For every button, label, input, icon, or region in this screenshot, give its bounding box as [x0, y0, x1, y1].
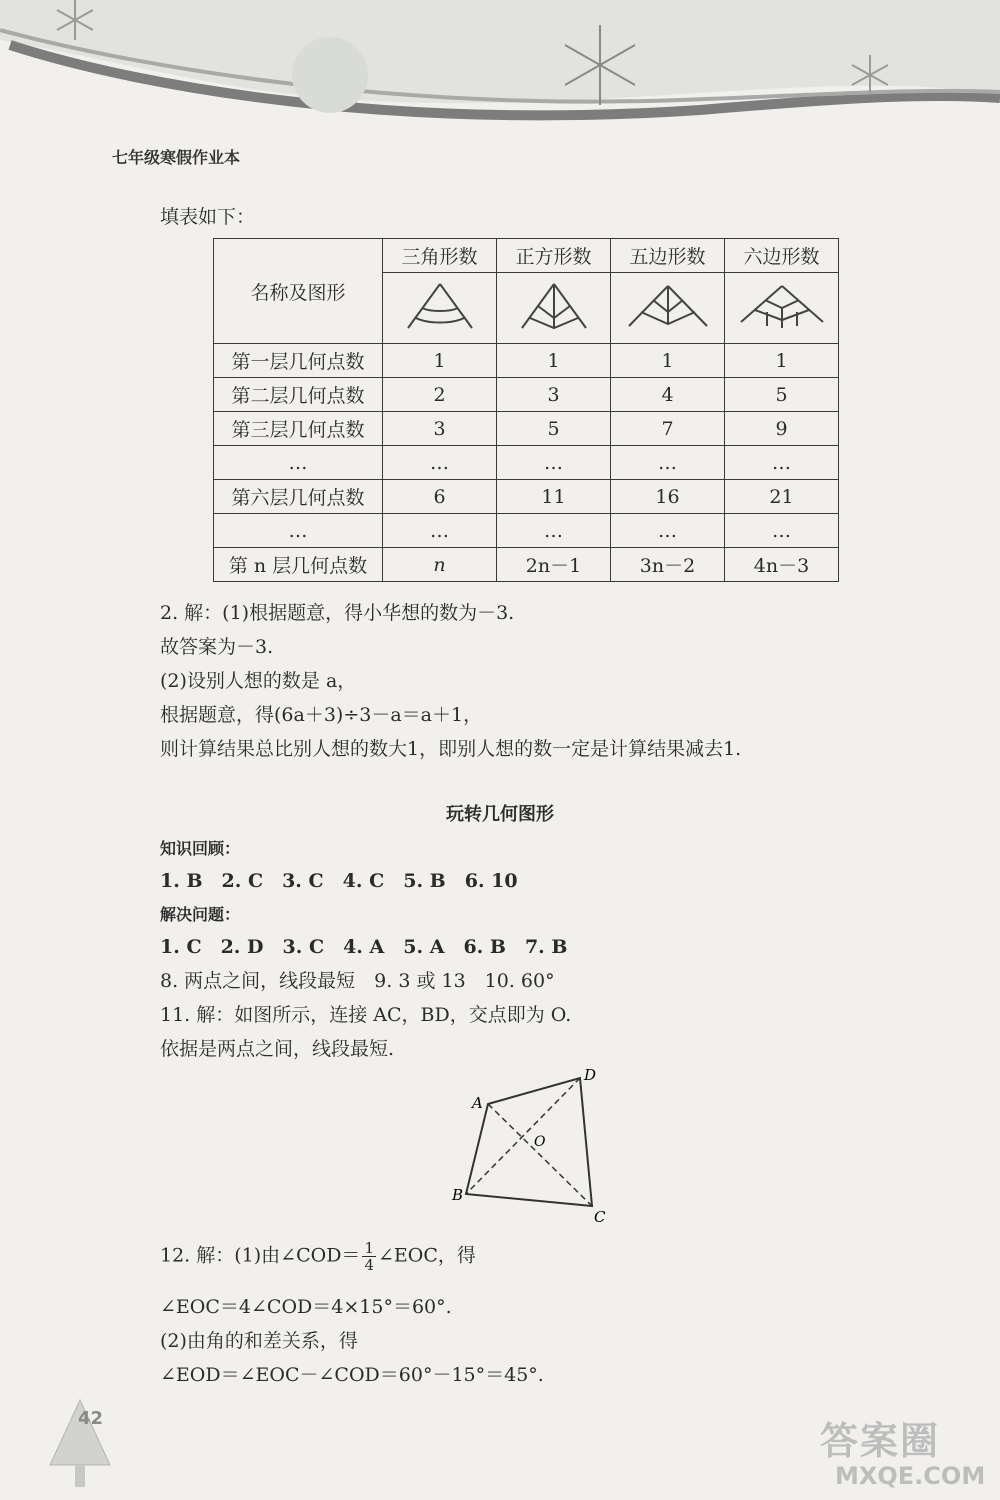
header-decoration — [0, 0, 1000, 150]
row-label: 第六层几何点数 — [214, 480, 383, 514]
q12-line-4: ∠EOD＝∠EOC－∠COD＝60°－15°＝45°. — [160, 1364, 544, 1386]
table-intro: 填表如下： — [160, 206, 256, 228]
quadrilateral-diagram — [440, 1060, 640, 1230]
q8-10-answers: 8. 两点之间，线段最短 9. 3 或 13 10. 60° — [160, 970, 555, 992]
row-label: … — [214, 446, 383, 480]
solve-answers: 1. C 2. D 3. C 4. A 5. A 6. B 7. B — [160, 936, 568, 958]
table-cell: 5 — [725, 378, 839, 412]
table-cell: 3 — [497, 378, 611, 412]
table-cell: 1 — [725, 344, 839, 378]
corner-label: 名称及图形 — [214, 239, 383, 344]
table-cell: … — [611, 514, 725, 548]
triangle-figure — [383, 273, 497, 344]
row-label: 第二层几何点数 — [214, 378, 383, 412]
page-number: 42 — [78, 1408, 104, 1429]
polygon-number-table — [213, 238, 839, 582]
fraction-numerator: 1 — [364, 1239, 374, 1257]
q11-line-1: 11. 解：如图所示，连接 AC，BD，交点即为 O. — [160, 1004, 572, 1026]
column-header: 三角形数 — [383, 239, 497, 273]
table-cell: … — [383, 446, 497, 480]
table-header-row — [214, 239, 839, 273]
table-cell: … — [383, 514, 497, 548]
table-row — [214, 446, 839, 480]
table-cell: 7 — [611, 412, 725, 446]
q12-line-1-pre: 12. 解：(1)由∠COD＝ — [160, 1244, 361, 1267]
q12-line-1 — [160, 1240, 476, 1273]
q2-line-4: 根据题意，得(6a＋3)÷3－a＝a＋1， — [160, 704, 483, 726]
table-cell: 1 — [497, 344, 611, 378]
row-label: 第三层几何点数 — [214, 412, 383, 446]
table-row — [214, 480, 839, 514]
column-header: 六边形数 — [725, 239, 839, 273]
review-label: 知识回顾： — [160, 839, 241, 858]
watermark-logo: 答案圈 — [820, 1419, 941, 1463]
column-header: 五边形数 — [611, 239, 725, 273]
solve-label: 解决问题： — [160, 905, 241, 924]
table-cell: 16 — [611, 480, 725, 514]
table-cell: 3 — [383, 412, 497, 446]
table-cell: 4 — [611, 378, 725, 412]
table-row — [214, 514, 839, 548]
q2-line-3: (2)设别人想的数是 a， — [160, 670, 357, 692]
table-cell: … — [725, 514, 839, 548]
review-answers: 1. B 2. C 3. C 4. C 5. B 6. 10 — [160, 870, 518, 892]
table-cell: 4n－3 — [725, 548, 839, 582]
pentagon-figure — [611, 273, 725, 344]
table-cell: 6 — [383, 480, 497, 514]
table-cell: 21 — [725, 480, 839, 514]
q12-line-2: ∠EOC＝4∠COD＝4×15°＝60°. — [160, 1296, 452, 1318]
row-label: … — [214, 514, 383, 548]
book-title: 七年级寒假作业本 — [112, 148, 241, 167]
table-row — [214, 344, 839, 378]
table-cell: 1 — [383, 344, 497, 378]
table-row — [214, 548, 839, 582]
table-cell: 9 — [725, 412, 839, 446]
table-cell: 5 — [497, 412, 611, 446]
q2-line-5: 则计算结果总比别人想的数大1，即别人想的数一定是计算结果减去1. — [160, 738, 742, 760]
watermark-url: MXQE.COM — [835, 1462, 986, 1490]
fraction — [362, 1240, 376, 1273]
point-label-o: O — [534, 1134, 546, 1150]
point-label-b: B — [452, 1186, 464, 1204]
table-cell: 3n－2 — [611, 548, 725, 582]
hexagon-figure — [725, 273, 839, 344]
table-cell: 2 — [383, 378, 497, 412]
q11-line-2: 依据是两点之间，线段最短. — [160, 1038, 395, 1060]
fraction-denominator: 4 — [364, 1256, 374, 1274]
q12-line-3: (2)由角的和差关系，得 — [160, 1330, 358, 1352]
table-cell: … — [497, 446, 611, 480]
table-cell: 11 — [497, 480, 611, 514]
table-row — [214, 378, 839, 412]
q2-line-1: 2. 解：(1)根据题意，得小华想的数为－3. — [160, 602, 515, 624]
row-label: 第一层几何点数 — [214, 344, 383, 378]
table-cell: … — [497, 514, 611, 548]
table-cell: 1 — [611, 344, 725, 378]
section-title: 玩转几何图形 — [446, 804, 554, 825]
point-label-a: A — [472, 1094, 483, 1112]
table-cell: 2n－1 — [497, 548, 611, 582]
square-figure — [497, 273, 611, 344]
column-header: 正方形数 — [497, 239, 611, 273]
table-row — [214, 412, 839, 446]
q2-line-2: 故答案为－3. — [160, 636, 274, 658]
q12-line-1-post: ∠EOC，得 — [377, 1244, 476, 1267]
table-cell: … — [611, 446, 725, 480]
table-cell: n — [383, 548, 497, 582]
table-cell: … — [725, 446, 839, 480]
row-label: 第 n 层几何点数 — [214, 548, 383, 582]
point-label-d: D — [584, 1066, 597, 1084]
point-label-c: C — [594, 1208, 606, 1226]
